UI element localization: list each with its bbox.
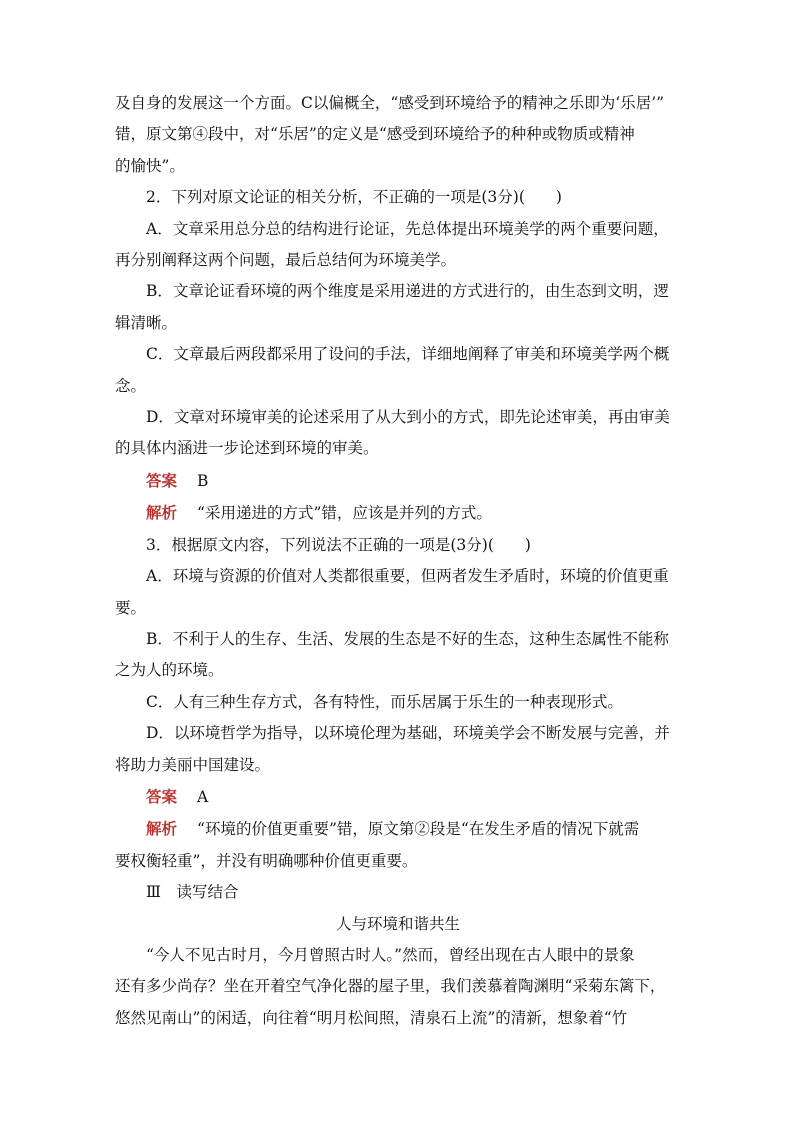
- analysis-text: “采用递进的方式”错，应该是并列的方式。: [197, 504, 492, 523]
- text-line: 将助力美丽中国建设。: [115, 755, 271, 774]
- answer-value: A: [197, 787, 209, 806]
- essay-paragraph-line: 悠然见南山”的闲适，向往着“明月松间照，清泉石上流”的清新，想象着“竹: [115, 1008, 628, 1027]
- q2-analysis: [115, 497, 681, 529]
- q3-option-c: C．人有三种生存方式，各有特性，而乐居属于乐生的一种表现形式。: [146, 692, 623, 711]
- question-3-stem: 3．根据原文内容，下列说法不正确的一项是(3分)( ): [146, 535, 531, 554]
- q3-answer: [115, 781, 681, 813]
- analysis-text: “环境的价值更重要”错，原文第②段是“在发生矛盾的情况下就需: [197, 820, 640, 839]
- text-line: 要。: [115, 598, 147, 617]
- q2-option-a: A．文章采用总分总的结构进行论证，先总体提出环境美学的两个重要问题，: [146, 219, 669, 238]
- text-line: 错，原文第④段中，对“乐居”的定义是“感受到环境给予的种种或物质或精神: [115, 125, 635, 144]
- analysis-label: 解析: [146, 503, 178, 523]
- text-line: 辑清晰。: [115, 313, 178, 332]
- q3-option-a: A．环境与资源的价值对人类都很重要，但两者发生矛盾时，环境的价值更重: [146, 567, 669, 586]
- essay-title: 人与环境和谐共生: [335, 914, 460, 933]
- q3-option-d: D．以环境哲学为指导，以环境伦理为基础，环境美学会不断发展与完善，并: [146, 724, 670, 743]
- text-line: 的具体内涵进一步论述到环境的审美。: [115, 439, 379, 458]
- answer-label: 答案: [146, 786, 178, 806]
- text-line: 念。: [115, 376, 147, 395]
- text-line: 再分别阐释这两个问题，最后总结何为环境美学。: [115, 251, 457, 270]
- q3-option-b: B．不利于人的生存、生活、发展的生态是不好的生态，这种生态属性不能称: [146, 629, 669, 648]
- answer-label: 答案: [146, 470, 178, 490]
- q2-option-b: B．文章论证看环境的两个维度是采用递进的方式进行的，由生态到文明，逻: [146, 282, 669, 301]
- essay-paragraph-line: “今人不见古时月，今月曾照古时人。”然而，曾经出现在古人眼中的景象: [146, 945, 635, 964]
- document-body: [115, 88, 681, 1034]
- text-line: 及自身的发展这一个方面。C以偏概全，“感受到环境给予的精神之乐即为‘乐居’”: [115, 94, 665, 112]
- question-2-stem: 2．下列对原文论证的相关分析，不正确的一项是(3分)( ): [146, 188, 562, 207]
- analysis-label: 解析: [146, 819, 178, 839]
- text-line: 的愉快”。: [115, 156, 185, 175]
- q2-answer: [115, 465, 681, 497]
- q3-analysis: [115, 813, 681, 845]
- text-line: 要权衡轻重”，并没有明确哪种价值更重要。: [115, 851, 418, 870]
- q2-option-c: C．文章最后两段都采用了设问的手法，详细地阐释了审美和环境美学两个概: [146, 345, 670, 364]
- answer-value: B: [197, 471, 209, 490]
- section-heading: Ⅲ 读写结合: [146, 883, 239, 902]
- essay-paragraph-line: 还有多少尚存？坐在开着空气净化器的屋子里，我们羡慕着陶渊明“采菊东篱下，: [115, 977, 666, 996]
- q2-option-d: D．文章对环境审美的论述采用了从大到小的方式，即先论述审美，再由审美: [146, 408, 670, 427]
- text-line: 之为人的环境。: [115, 661, 224, 680]
